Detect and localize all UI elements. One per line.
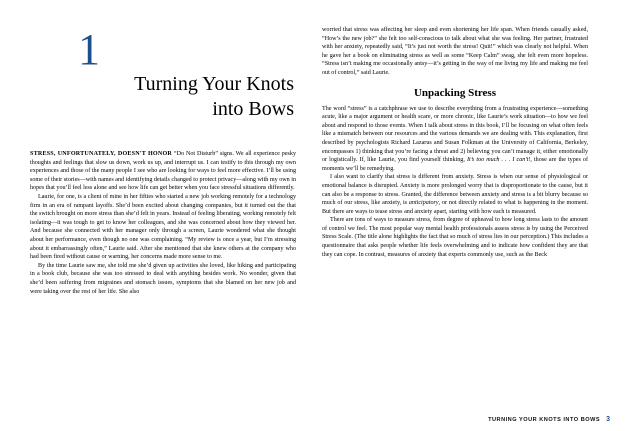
paragraph-3: By the time Laurie saw me, she told me she’d given up activities she loved, like hiking and participating in a book club, because she was too stressed to deal with anything besides work. No wonder, given that she’d been suffering from migraines and stomach issues, symptoms that she blamed on her new job and were taking over the rest of her life. She also bbox=[30, 262, 296, 295]
paragraph-6-italic: anticipatory bbox=[408, 200, 439, 207]
page-title bbox=[30, 72, 296, 122]
paragraph-7: There are tons of ways to measure stress, from degree of upheaval to how long stress lasts to the amount of control we feel. The most popular way mental health professionals assess stress is by using the Perceived Stress Scale. (The title alone highlights the fact that so much of stress lies in our perception.) This includes a questionnaire that asks people whether life feels overwhelming and to indicate how confident they are that they can cope. In contrast, measures of anxiety that experts commonly use, such as the Beck bbox=[322, 217, 588, 258]
left-column bbox=[30, 26, 296, 411]
section-heading: Unpacking Stress bbox=[413, 86, 496, 99]
chapter-number: 1 bbox=[78, 25, 100, 74]
paragraph-4: worried that stress was affecting her sleep and even shortening her life span. When friends casually asked, “How’s the new job?” she felt too self-conscious to talk about what she was feeling. Her partner, frustrated with her anxiety, repeatedly said, “It’s just not worth the stress! Quit!” which was clearly not helpful. When he gave her a book on eliminating stress as well as some “Keep Calm” swag, she felt even more hopeless. “Stress isn’t making me occasionally antsy—it’s getting in the way of me living my life and making me feel out of control,” said Laurie. bbox=[322, 27, 588, 76]
page-footer bbox=[488, 416, 610, 423]
paragraph-6-part-a: I also want to clarify that stress is different from anxiety. Stress is when our sense of physiological or emotional balance is disrupted. Anxiety is more prolonged worry that is disproportionate to the cause, but it can also be a response to stress. Granted, the difference between anxiety and stress is a bit blurry because so much of our stress, like anxiety, is bbox=[322, 174, 588, 207]
paragraph-5 bbox=[322, 105, 588, 174]
paragraph-5-italic: It’s too much . . . I can’t! bbox=[466, 157, 531, 164]
paragraph-2: Laurie, for one, is a client of mine in her fifties who started a new job working remotely for a technology firm in an era of rampant layoffs. She’d been excited about changing companies, but it turned out the that the switch brought on more stress than she’d felt in years. Instead of feeling liberating, working remotely felt isolating—it was tough to get to know her colleagues, and she was concerned about how they viewed her. And because she connected with her manager only through a screen, Laurie wondered what she thought about her performance, even though no one was complaining. “My review is once a year, but I’m stressing about it embarrassingly often,” Laurie said. After she mentioned that she knew others at the company who had been fired without cause or warning, her concerns made more sense to me. bbox=[30, 193, 296, 261]
paragraph-5-part-a: The word “stress” is a catchphrase we use to describe everything from a frustrating experience—something acute, like a major argument or health scare, or more chronic, like Laurie’s work situation—to how we feel about and respond to those events. When I talk about stress in this book, I’ll be focusing on what often feels like a mismatch between our resources and the various demands we are dealing with. This explanation, first described by psychologists Richard Lazarus and Susan Folkman at the University of California, Berkeley, encompasses 1) thinking that you’re facing a threat and 2) believing you can’t manage it, either emotionally or logistically. If, like Laurie, you find yourself thinking, bbox=[322, 105, 588, 164]
right-body-text-bottom bbox=[322, 105, 588, 260]
paragraph-5-part-b: , those are the types of moments we’ll be remedying. bbox=[322, 157, 589, 172]
running-title: TURNING YOUR KNOTS INTO BOWS bbox=[488, 416, 601, 423]
paragraph-6-part-b: , or not directly related to what is happening in the moment. But there are ways to tease stress and anxiety apart, starting with how each is measured. bbox=[322, 200, 588, 215]
right-body-text-top bbox=[322, 26, 588, 78]
page-number: 3 bbox=[606, 416, 610, 423]
paragraph-1 bbox=[30, 150, 296, 193]
left-body-text bbox=[30, 150, 296, 296]
chapter-title-line-1: Turning Your Knots bbox=[134, 73, 294, 95]
paragraph-1-rest: “Do Not Disturb” signs. We all experience pesky thoughts and feelings that slow us down, work us up, and interrupt us. I can testify to this through my own experiences and those of the many people I see who are looking for ways to feel more effective. I’ll be using some of their stories—with names and identifying details changed to protect privacy—along with my own in hopes that you’ll feel less alone and see how life can get better when you face stressful situations differently. bbox=[30, 151, 296, 192]
chapter-title-line-2: into Bows bbox=[212, 98, 294, 120]
paragraph-6 bbox=[322, 173, 588, 216]
lead-in-text: STRESS, UNFORTUNATELY, DOESN'T HONOR bbox=[30, 151, 173, 157]
page-columns bbox=[30, 26, 610, 411]
right-column bbox=[322, 26, 588, 411]
